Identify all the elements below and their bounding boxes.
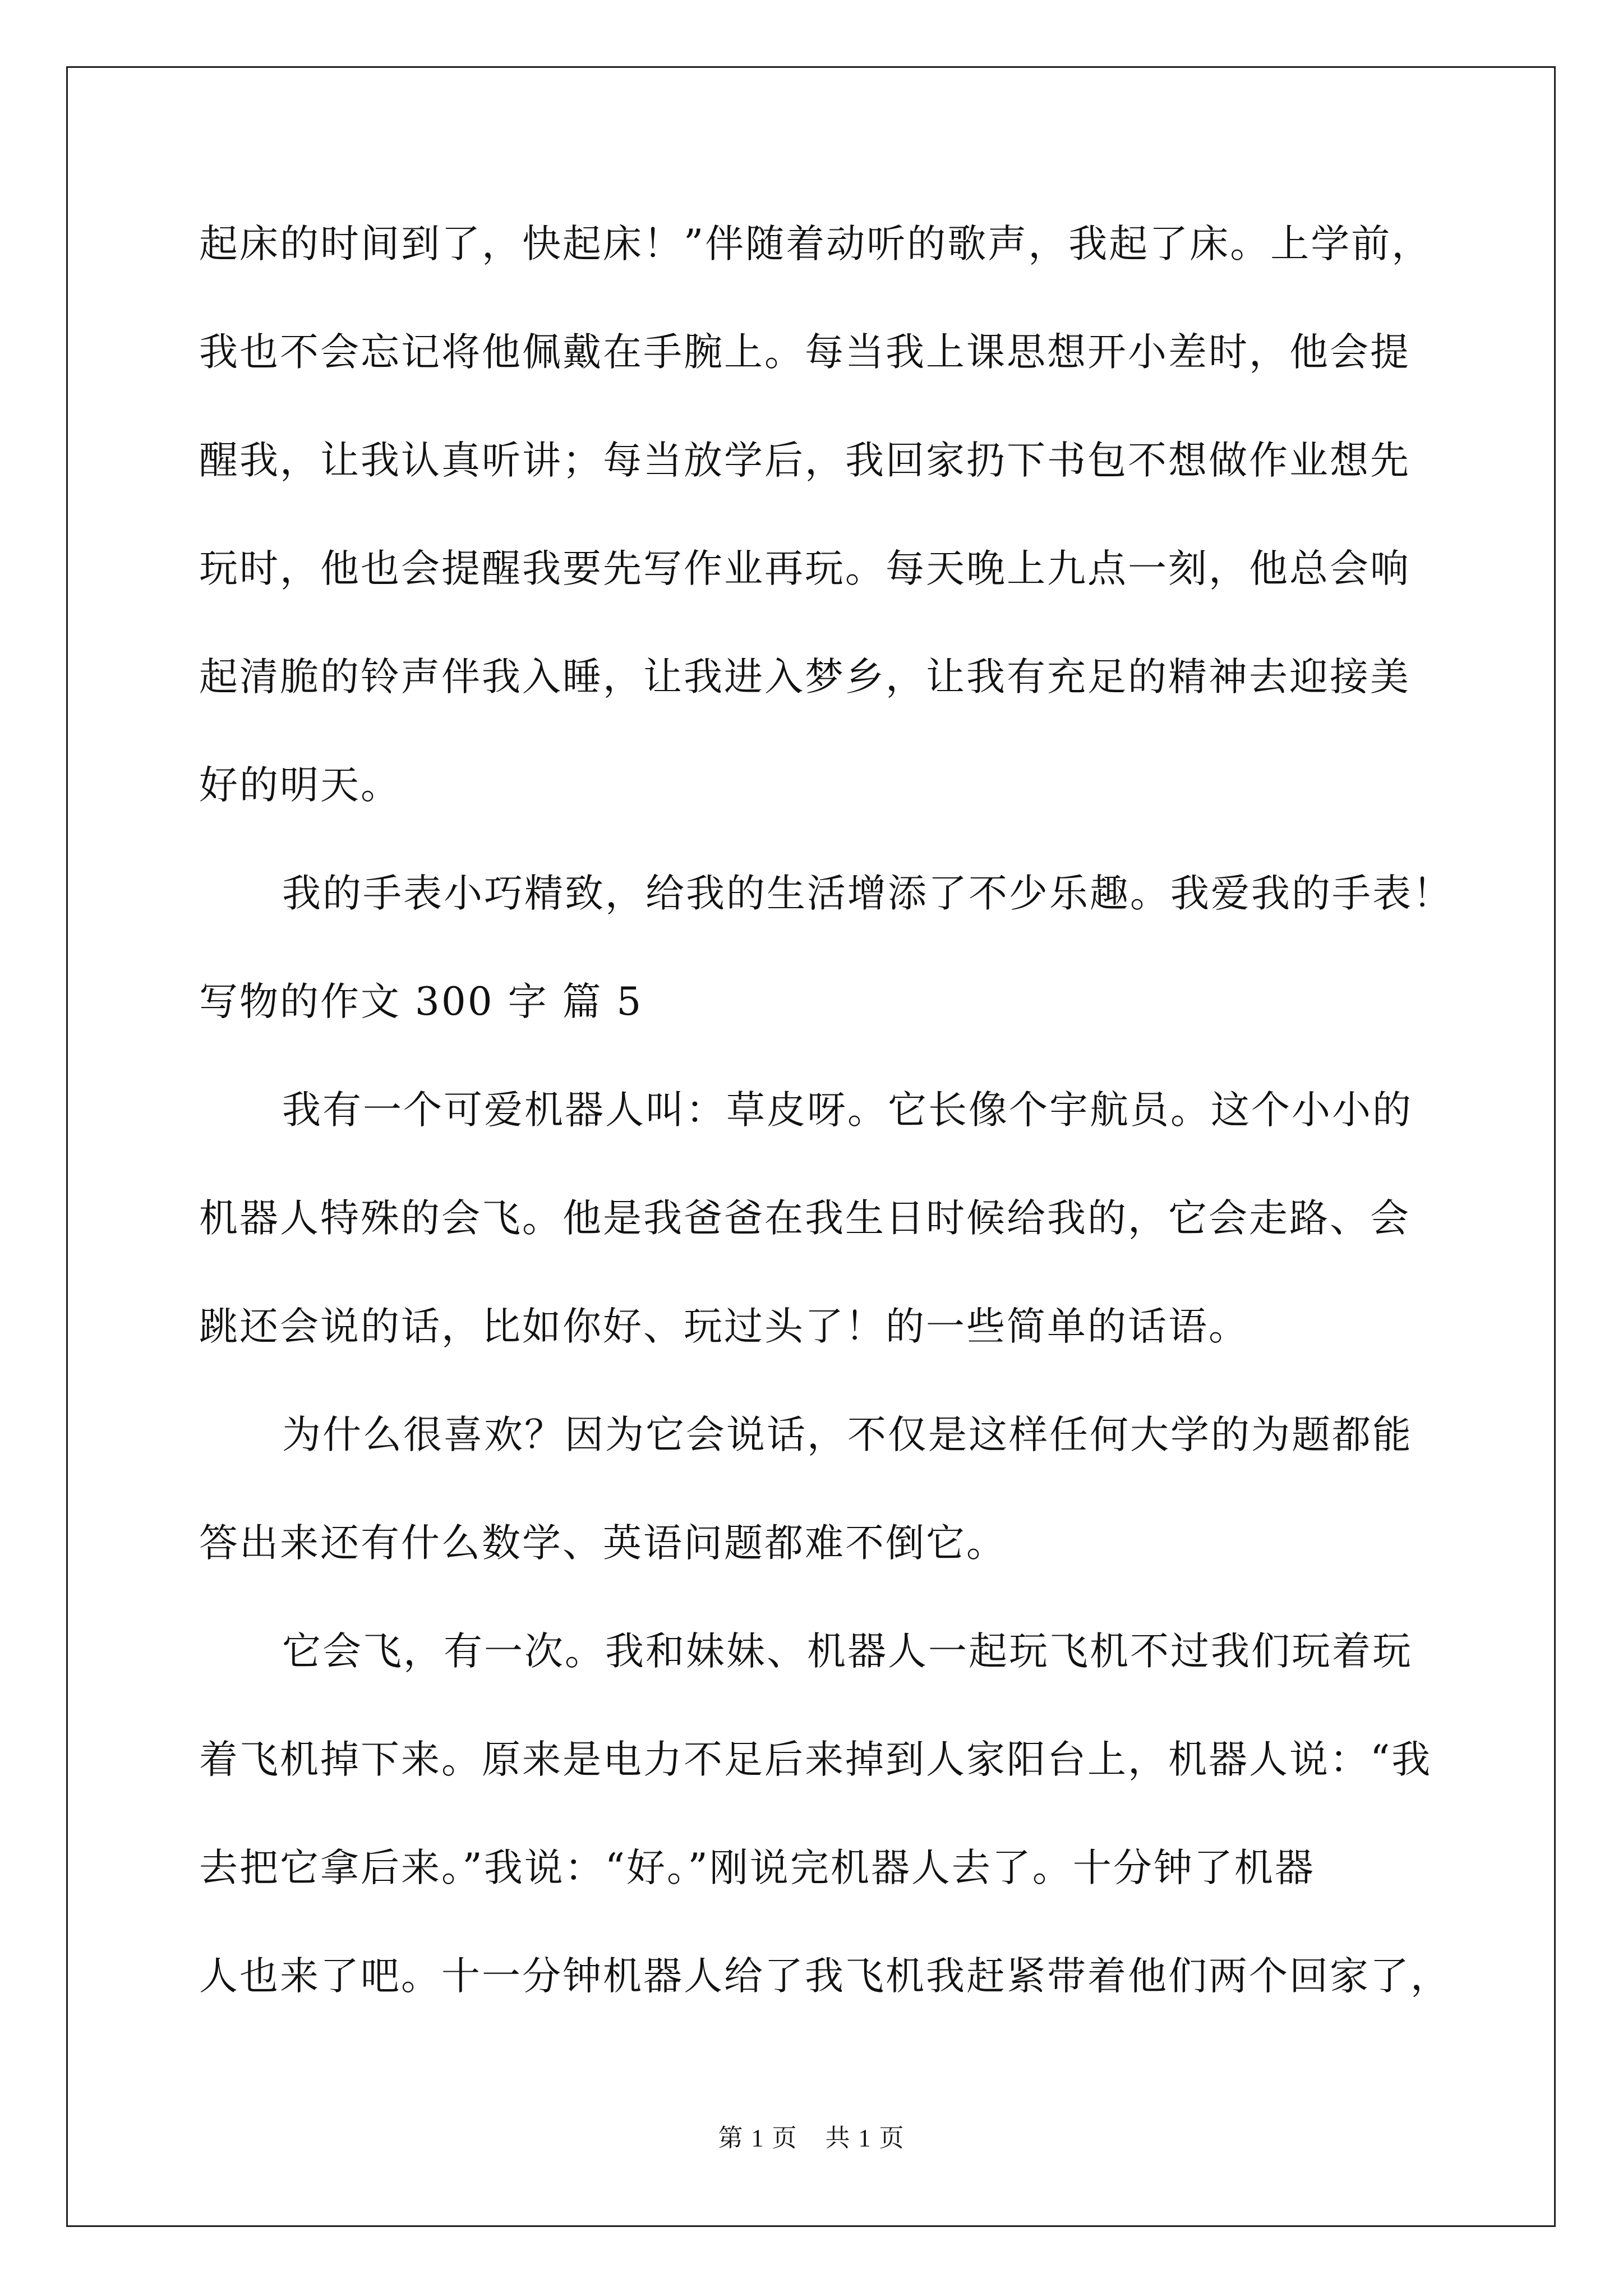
document-body xyxy=(199,216,1453,2056)
text-line-4: 玩时，他也会提醒我要先写作业再玩。每天晚上九点一刻，他总会响 xyxy=(199,546,1410,591)
text-line-3: 醒我，让我认真听讲；每当放学后，我回家扔下书包不想做作业想先 xyxy=(199,438,1410,483)
text-line-2: 我也不会忘记将他佩戴在手腕上。每当我上课思想开小差时，他会提 xyxy=(199,330,1410,375)
section-heading: 写物的作文 300 字 篇 5 xyxy=(199,979,643,1024)
text-line-16: 去把它拿后来。”我说：“好。”刚说完机器人去了。十分钟了机器 xyxy=(199,1846,1315,1890)
page-number-current: 第 1 页 xyxy=(718,2124,798,2152)
text-line-6: 好的明天。 xyxy=(199,763,401,808)
text-line-7: 我的手表小巧精致，给我的生活增添了不少乐趣。我爱我的手表！ xyxy=(282,871,1453,916)
text-line-17: 人也来了吧。十一分钟机器人给了我飞机我赶紧带着他们两个回家了， xyxy=(199,1954,1451,1999)
text-line-1: 起床的时间到了，快起床！”伴随着动听的歌声，我起了床。上学前， xyxy=(199,222,1432,266)
text-line-15: 着飞机掉下来。原来是电力不足后来掉到人家阳台上，机器人说：“我 xyxy=(199,1737,1432,1782)
page-number-total: 共 1 页 xyxy=(825,2124,905,2152)
text-line-9: 我有一个可爱机器人叫：草皮呀。它长像个宇航员。这个小小的 xyxy=(282,1088,1413,1133)
text-line-10: 机器人特殊的会飞。他是我爸爸在我生日时候给我的，它会走路、会 xyxy=(199,1196,1410,1241)
text-line-14: 它会飞，有一次。我和妹妹、机器人一起玩飞机不过我们玩着玩 xyxy=(282,1629,1413,1674)
text-line-11: 跳还会说的话，比如你好、玩过头了！的一些简单的话语。 xyxy=(199,1304,1249,1349)
text-line-13: 答出来还有什么数学、英语问题都难不倒它。 xyxy=(199,1521,1007,1566)
text-line-12: 为什么很喜欢？因为它会说话，不仅是这样任何大学的为题都能 xyxy=(282,1412,1413,1457)
text-line-5: 起清脆的铃声伴我入睡，让我进入梦乡，让我有充足的精神去迎接美 xyxy=(199,655,1410,700)
page-footer xyxy=(0,2118,1623,2154)
